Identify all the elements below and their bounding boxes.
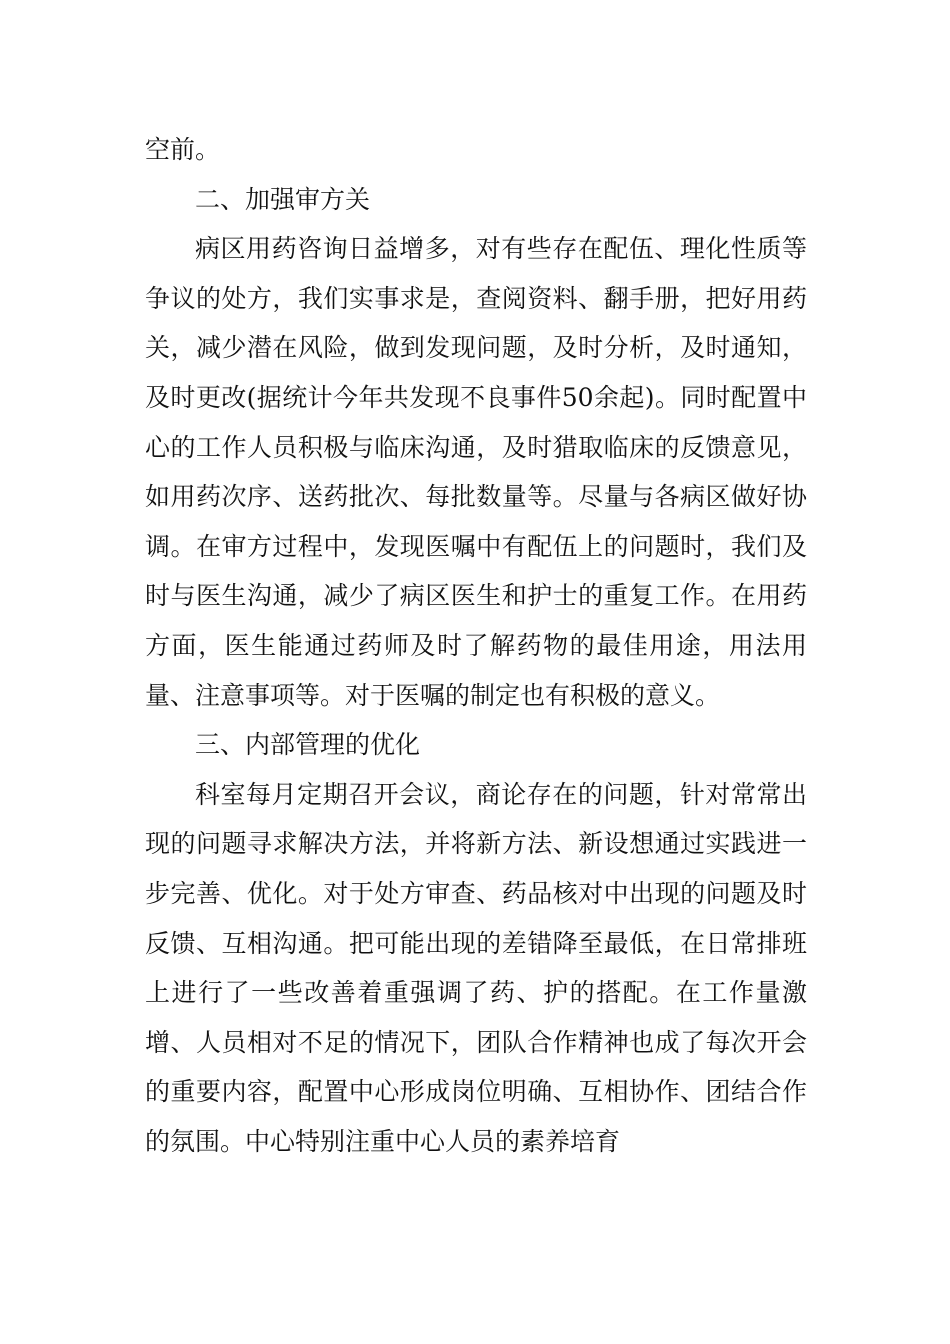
section-heading-2: 二、加强审方关 (195, 184, 371, 214)
document-body (145, 125, 807, 1166)
paragraph-review-prescriptions: 病区用药咨询日益增多，对有些存在配伍、理化性质等争议的处方，我们实事求是，查阅资料、翻手册，把好用药关，减少潜在风险，做到发现问题，及时分析，及时通知，及时更改(据统计今年共发现不良事件50余起)。同时配置中心的工作人员积极与临床沟通，及时猎取临床的反馈意见，如用药次序、送药批次、每批数量等。尽量与各病区做好协调。在审方过程中，发现医嘱中有配伍上的问题时，我们及时与医生沟通，减少了病区医生和护士的重复工作。在用药方面，医生能通过药师及时了解药物的最佳用途，用法用量、注意事项等。对于医嘱的制定也有积极的意义。 (145, 234, 807, 710)
section-heading-3: 三、内部管理的优化 (195, 730, 421, 760)
paragraph-internal-management: 科室每月定期召开会议，商论存在的问题，针对常常出现的问题寻求解决方法，并将新方法、新设想通过实践进一步完善、优化。对于处方审查、药品核对中出现的问题及时反馈、互相沟通。把可能出现的差错降至最低，在日常排班上进行了一些改善着重强调了药、护的搭配。在工作量激增、人员相对不足的情况下，团队合作精神也成了每次开会的重要内容，配置中心形成岗位明确、互相协作、团结合作的氛围。中心特别注重中心人员的素养培育 (145, 779, 807, 1156)
paragraph-continuation: 空前。 (145, 135, 221, 164)
